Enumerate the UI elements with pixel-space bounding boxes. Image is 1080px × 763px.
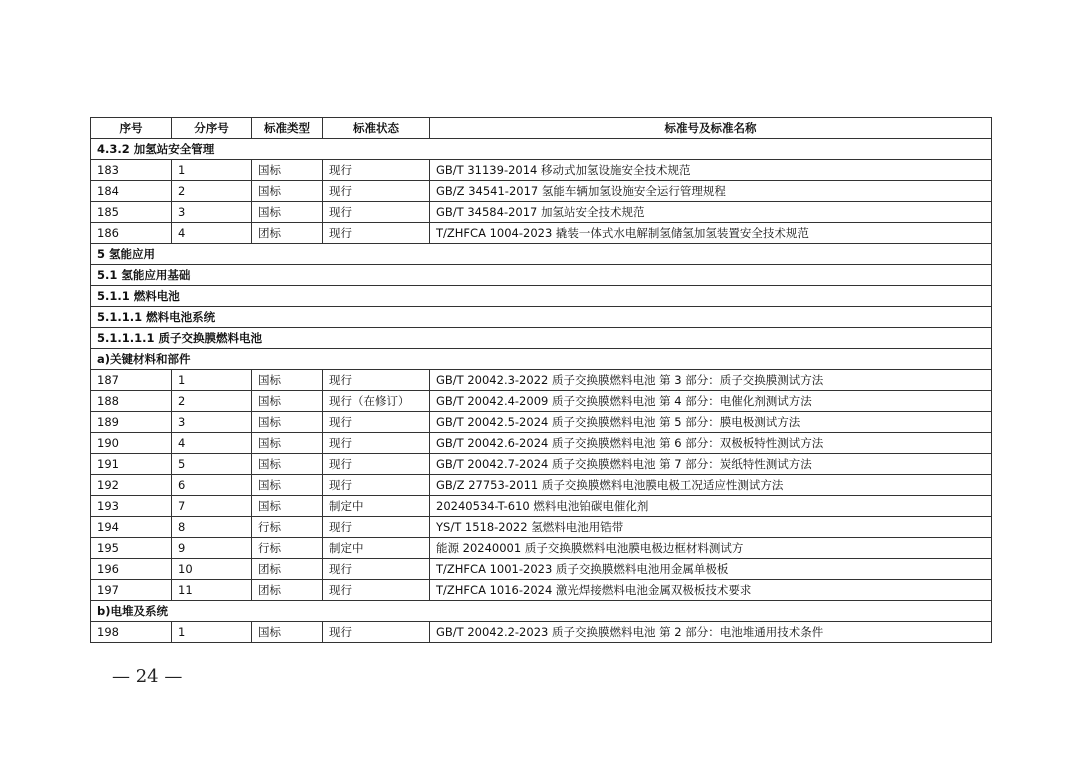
section-heading: a)关键材料和部件: [91, 349, 992, 370]
table-row: [91, 370, 992, 391]
table-body: [91, 139, 992, 643]
cell-standard-type: 团标: [252, 559, 323, 580]
cell-standard-type: 国标: [252, 202, 323, 223]
table-row: [91, 202, 992, 223]
section-row: [91, 244, 992, 265]
cell-standard-status: 现行（在修订）: [323, 391, 430, 412]
cell-sub-seq: 3: [172, 412, 252, 433]
table-row: [91, 496, 992, 517]
cell-standard-type: 团标: [252, 580, 323, 601]
cell-sub-seq: 4: [172, 433, 252, 454]
cell-standard-status: 现行: [323, 475, 430, 496]
section-heading: 5.1.1.1.1 质子交换膜燃料电池: [91, 328, 992, 349]
cell-standard-name: T/ZHFCA 1004-2023 撬装一体式水电解制氢储氢加氢装置安全技术规范: [430, 223, 992, 244]
section-heading: 5 氢能应用: [91, 244, 992, 265]
cell-seq: 187: [91, 370, 172, 391]
table-row: [91, 559, 992, 580]
cell-standard-name: T/ZHFCA 1001-2023 质子交换膜燃料电池用金属单极板: [430, 559, 992, 580]
cell-standard-name: YS/T 1518-2022 氢燃料电池用锆带: [430, 517, 992, 538]
table-row: [91, 391, 992, 412]
cell-standard-name: GB/T 20042.3-2022 质子交换膜燃料电池 第 3 部分：质子交换膜测试方法: [430, 370, 992, 391]
cell-standard-type: 国标: [252, 391, 323, 412]
cell-standard-status: 制定中: [323, 496, 430, 517]
section-heading: b)电堆及系统: [91, 601, 992, 622]
table-row: [91, 538, 992, 559]
cell-standard-type: 国标: [252, 370, 323, 391]
section-row: [91, 601, 992, 622]
cell-standard-status: 现行: [323, 181, 430, 202]
table-row: [91, 160, 992, 181]
cell-standard-type: 国标: [252, 412, 323, 433]
cell-standard-status: 现行: [323, 517, 430, 538]
cell-sub-seq: 9: [172, 538, 252, 559]
cell-standard-type: 国标: [252, 433, 323, 454]
cell-sub-seq: 2: [172, 391, 252, 412]
cell-seq: 185: [91, 202, 172, 223]
cell-sub-seq: 7: [172, 496, 252, 517]
section-row: [91, 307, 992, 328]
table-row: [91, 580, 992, 601]
page-number: — 24 —: [112, 666, 183, 687]
cell-standard-status: 现行: [323, 580, 430, 601]
cell-standard-type: 国标: [252, 181, 323, 202]
cell-standard-name: GB/T 20042.5-2024 质子交换膜燃料电池 第 5 部分：膜电极测试方法: [430, 412, 992, 433]
cell-seq: 193: [91, 496, 172, 517]
section-row: [91, 139, 992, 160]
cell-seq: 189: [91, 412, 172, 433]
cell-standard-status: 现行: [323, 370, 430, 391]
cell-standard-status: 现行: [323, 160, 430, 181]
section-heading: 4.3.2 加氢站安全管理: [91, 139, 992, 160]
header-standard-status: 标准状态: [323, 118, 430, 139]
cell-sub-seq: 5: [172, 454, 252, 475]
cell-sub-seq: 8: [172, 517, 252, 538]
cell-standard-name: GB/T 31139-2014 移动式加氢设施安全技术规范: [430, 160, 992, 181]
cell-seq: 184: [91, 181, 172, 202]
cell-sub-seq: 6: [172, 475, 252, 496]
table-row: [91, 223, 992, 244]
cell-standard-name: GB/Z 27753-2011 质子交换膜燃料电池膜电极工况适应性测试方法: [430, 475, 992, 496]
section-row: [91, 349, 992, 370]
cell-standard-status: 制定中: [323, 538, 430, 559]
section-row: [91, 286, 992, 307]
cell-standard-type: 国标: [252, 454, 323, 475]
cell-sub-seq: 4: [172, 223, 252, 244]
table-row: [91, 475, 992, 496]
cell-standard-type: 国标: [252, 475, 323, 496]
cell-seq: 197: [91, 580, 172, 601]
cell-standard-status: 现行: [323, 454, 430, 475]
table-row: [91, 622, 992, 643]
section-heading: 5.1 氢能应用基础: [91, 265, 992, 286]
cell-seq: 192: [91, 475, 172, 496]
cell-standard-status: 现行: [323, 412, 430, 433]
cell-standard-type: 行标: [252, 538, 323, 559]
cell-standard-name: GB/T 20042.2-2023 质子交换膜燃料电池 第 2 部分：电池堆通用技术条件: [430, 622, 992, 643]
header-standard-type: 标准类型: [252, 118, 323, 139]
cell-seq: 195: [91, 538, 172, 559]
standards-table: [90, 117, 992, 643]
cell-sub-seq: 1: [172, 370, 252, 391]
cell-standard-type: 国标: [252, 496, 323, 517]
cell-sub-seq: 1: [172, 622, 252, 643]
cell-standard-status: 现行: [323, 622, 430, 643]
header-sub-seq: 分序号: [172, 118, 252, 139]
cell-standard-name: 能源 20240001 质子交换膜燃料电池膜电极边框材料测试方: [430, 538, 992, 559]
section-row: [91, 265, 992, 286]
cell-seq: 191: [91, 454, 172, 475]
cell-sub-seq: 11: [172, 580, 252, 601]
cell-standard-name: GB/T 20042.7-2024 质子交换膜燃料电池 第 7 部分：炭纸特性测试方法: [430, 454, 992, 475]
cell-standard-status: 现行: [323, 202, 430, 223]
cell-standard-name: GB/Z 34541-2017 氢能车辆加氢设施安全运行管理规程: [430, 181, 992, 202]
section-heading: 5.1.1.1 燃料电池系统: [91, 307, 992, 328]
cell-seq: 190: [91, 433, 172, 454]
cell-sub-seq: 3: [172, 202, 252, 223]
section-row: [91, 328, 992, 349]
cell-seq: 194: [91, 517, 172, 538]
cell-seq: 186: [91, 223, 172, 244]
cell-seq: 183: [91, 160, 172, 181]
table-row: [91, 517, 992, 538]
cell-sub-seq: 1: [172, 160, 252, 181]
cell-standard-status: 现行: [323, 223, 430, 244]
cell-sub-seq: 2: [172, 181, 252, 202]
cell-standard-name: GB/T 34584-2017 加氢站安全技术规范: [430, 202, 992, 223]
cell-standard-type: 团标: [252, 223, 323, 244]
cell-sub-seq: 10: [172, 559, 252, 580]
cell-standard-type: 国标: [252, 622, 323, 643]
cell-seq: 198: [91, 622, 172, 643]
header-seq: 序号: [91, 118, 172, 139]
cell-standard-name: T/ZHFCA 1016-2024 激光焊接燃料电池金属双极板技术要求: [430, 580, 992, 601]
table-row: [91, 433, 992, 454]
table-row: [91, 412, 992, 433]
table-row: [91, 181, 992, 202]
section-heading: 5.1.1 燃料电池: [91, 286, 992, 307]
cell-seq: 188: [91, 391, 172, 412]
cell-standard-type: 行标: [252, 517, 323, 538]
table-header-row: [91, 118, 992, 139]
cell-standard-type: 国标: [252, 160, 323, 181]
cell-standard-name: GB/T 20042.4-2009 质子交换膜燃料电池 第 4 部分：电催化剂测试方法: [430, 391, 992, 412]
cell-seq: 196: [91, 559, 172, 580]
cell-standard-status: 现行: [323, 559, 430, 580]
cell-standard-name: 20240534-T-610 燃料电池铂碳电催化剂: [430, 496, 992, 517]
table-row: [91, 454, 992, 475]
cell-standard-status: 现行: [323, 433, 430, 454]
header-standard-name: 标准号及标准名称: [430, 118, 992, 139]
cell-standard-name: GB/T 20042.6-2024 质子交换膜燃料电池 第 6 部分：双极板特性测试方法: [430, 433, 992, 454]
